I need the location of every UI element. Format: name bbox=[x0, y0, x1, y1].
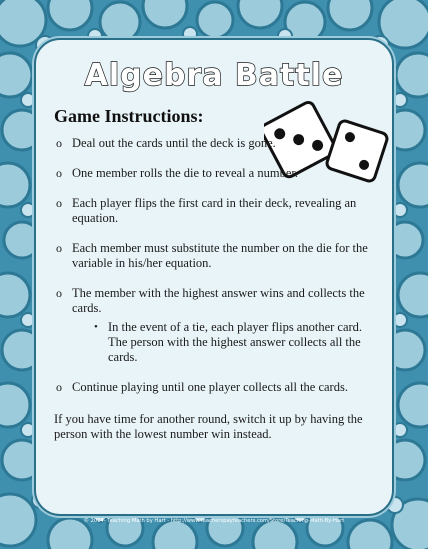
list-item bbox=[54, 166, 376, 181]
bullet-icon: o bbox=[56, 166, 62, 180]
bullet-icon: o bbox=[56, 286, 62, 300]
list-item bbox=[54, 196, 376, 226]
list-item bbox=[54, 286, 376, 365]
bullet-dot-icon: • bbox=[94, 321, 98, 333]
tie-rule-text: In the event of a tie, each player flips another card. The person with the highest answer collects all the cards. bbox=[108, 320, 363, 364]
sub-list-item bbox=[94, 320, 376, 365]
instruction-text: Each member must substitute the number on the die for the variable in his/her equation. bbox=[72, 241, 368, 270]
instruction-text: Each player flips the first card in their deck, revealing an equation. bbox=[72, 196, 357, 225]
instruction-text: Deal out the cards until the deck is gone. bbox=[72, 136, 276, 150]
bullet-icon: o bbox=[56, 380, 62, 394]
instruction-text: The member with the highest answer wins and collects the cards. bbox=[72, 286, 365, 315]
instruction-text: Continue playing until one player collects all the cards. bbox=[72, 380, 348, 394]
list-item bbox=[54, 380, 376, 395]
copyright-footer: © 2014- Teaching Math by Hart - http://www.teacherspayteachers.com/Store/Teaching-Math-By-Hart bbox=[83, 518, 345, 524]
instruction-list bbox=[54, 136, 376, 395]
bullet-icon: o bbox=[56, 241, 62, 255]
closing-note: If you have time for another round, switch it up by having the person with the lowest number win instead. bbox=[54, 412, 363, 441]
list-item bbox=[54, 136, 376, 151]
instructions-panel bbox=[34, 38, 394, 516]
section-heading: Game Instructions: bbox=[54, 106, 204, 126]
bullet-icon: o bbox=[56, 136, 62, 150]
list-item bbox=[54, 241, 376, 271]
bullet-icon: o bbox=[56, 196, 62, 210]
instruction-text: One member rolls the die to reveal a number. bbox=[72, 166, 298, 180]
page-title: Algebra Battle bbox=[84, 58, 344, 93]
